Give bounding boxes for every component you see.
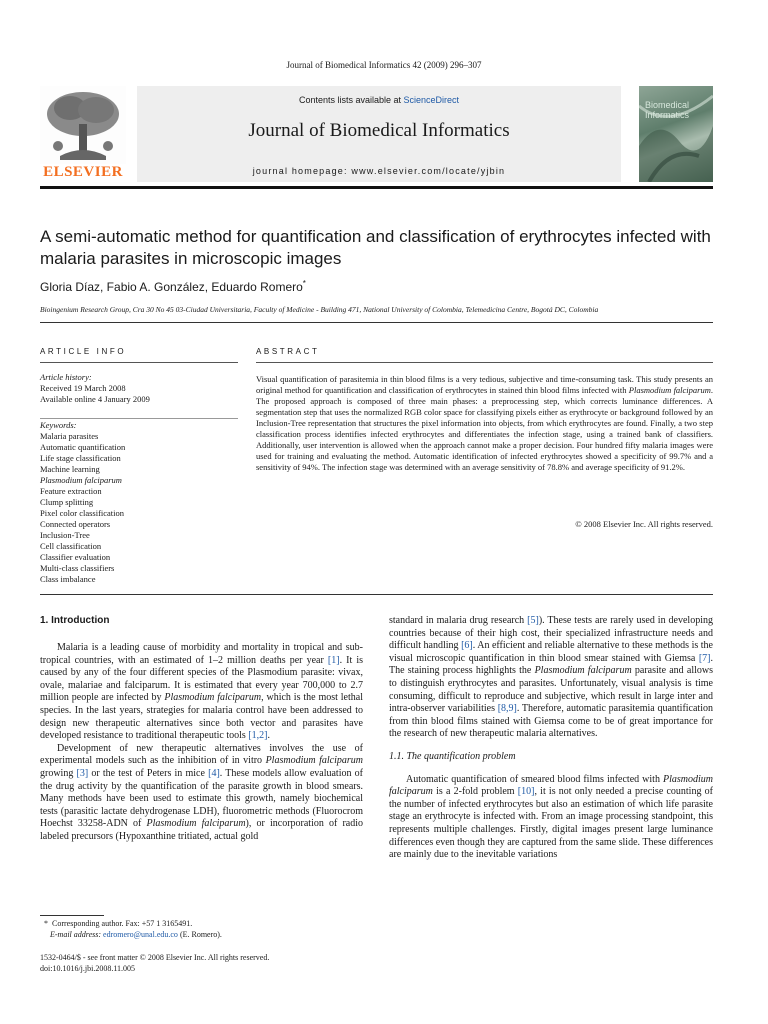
abstract-rule [256,362,713,363]
section-heading: 1. Introduction [40,615,110,626]
publisher-name: ELSEVIER [43,164,123,180]
article-history [40,372,238,405]
abstract-text [256,374,713,473]
contents-line [137,95,621,105]
received-date: Received 19 March 2008 [40,383,126,393]
keywords-list [40,420,238,585]
keyword-item: Feature extraction [40,486,102,496]
footnote-line: * Corresponding author. Fax: +57 1 3165491. [44,919,193,928]
paragraph: Malaria is a leading cause of morbidity and mortality in tropical and sub-tropical countries, with an estimated of 1–2 million deaths per year [1]. It is caused by any of the four different species of the Plasmodium parasite: vivax, ovale, malariae and falciparum. It is estimated that every year 700,000 to 2.7 million people are infected by Plasmodium falciparum, which is the most lethal species. In the last years, strategies for malaria control have been addressed to design new therapeutic alternatives since both vector and parasites have developed resistance to traditional therapeutic tools [1,2]. [40,642,364,742]
title-rule [40,322,713,323]
keywords-label: Keywords: [40,420,77,430]
keywords-rule [40,418,238,419]
citation-link[interactable]: [4] [208,767,220,779]
citation-link[interactable]: [1,2] [248,730,268,742]
article-title: A semi-automatic method for quantification and classification of erythrocytes infected with malaria parasites in microscopic images [40,227,711,268]
journal-homepage[interactable]: journal homepage: www.elsevier.com/locate/yjbin [252,166,506,176]
journal-title: Journal of Biomedical Informatics [248,120,510,141]
authors-text: Gloria Díaz, Fabio A. González, Eduardo Romero [40,280,303,294]
keyword-item: Connected operators [40,519,111,529]
citation-link[interactable]: [6] [461,640,473,652]
abstract-heading: ABSTRACT [256,347,320,356]
contents-prefix: Contents lists available at [298,95,404,105]
journal-reference: Journal of Biomedical Informatics 42 (2009) 296–307 [286,60,482,70]
journal-cover-thumbnail [639,86,713,182]
abstract-part-1: Visual quantification of parasitemia in thin blood films is a very tedious, subjective and time-consuming task. This study presents an original method for quantification and classification of erythrocytes in stained thin blood films infected with [256,374,713,395]
keyword-item: Inclusion-Tree [40,530,90,540]
subsection-heading: 1.1. The quantification problem [389,750,516,762]
keyword-item: Class imbalance [40,574,96,584]
copyright: © 2008 Elsevier Inc. All rights reserved. [575,519,713,529]
article-info-rule [40,362,238,363]
keyword-item: Classifier evaluation [40,552,111,562]
author-list [40,279,713,294]
keyword-item: Cell classification [40,541,102,551]
history-label: Article history: [40,372,92,382]
sciencedirect-link[interactable]: ScienceDirect [403,95,460,105]
citation-link[interactable]: [1] [327,654,340,666]
keyword-item: Multi-class classifiers [40,563,115,573]
available-date: Available online 4 January 2009 [40,394,150,404]
affiliation: Bioingenium Research Group, Cra 30 No 45 03-Ciudad Universitaria, Faculty of Medicine - Building 471, National University of Colombia, Telemedicina Centre, Bogotá DC, Colombia [40,305,599,314]
citation-link[interactable]: [3] [76,767,89,779]
paragraph: Automatic quantification of smeared blood films infected with Plasmodium falciparum is a 2-fold problem [10], it is not only needed a precise counting of the number of infected erythrocytes but also an estimation of which life parasite stage an erythrocyte is infected with. From an image processing standpoint, this represents multiple challenges. Firstly, digital images present large luminance differences even though they are captured from the same slide. These differences are mainly due to the inevitable variations [389,773,713,861]
header-rule [40,186,713,189]
keyword-item: Life stage classification [40,453,121,463]
article-info-heading: ARTICLE INFO [40,347,127,356]
paragraph: Development of new therapeutic alternatives involves the use of experimental models such as the inhibition of in vitro Plasmodium falciparum growing [3] or the test of Peters in mice [4]. These models allow evaluation of the drug activity by the quantification of the parasite growth in blood smears. Many methods have been used to estimate this growth, namely biochemical tests (parasitic lactate dehydrogenase LDH), fluorometric methods (Fluorocrom Hoechst 33258-ADN of Plasmodium falciparum), or incorporation of radio labeled precursors (Hypoxanthine tritiated, actual gold [40,742,364,842]
citation-link[interactable]: [8,9] [497,703,517,715]
body-column-left [40,642,363,844]
keyword-item: Machine learning [40,464,100,474]
keyword-item: Plasmodium falciparum [40,475,122,485]
keyword-item: Malaria parasites [40,431,99,441]
corresponding-mark[interactable]: * [302,279,306,288]
footnote-rule [40,915,104,916]
keyword-item: Automatic quantification [40,442,126,452]
issn-block [40,952,363,974]
abstract-species: Plasmodium falciparum [628,385,711,395]
tree-icon [40,86,126,164]
body-column-right [389,615,713,862]
doi-line[interactable]: doi:10.1016/j.jbi.2008.11.005 [40,964,136,973]
email-link[interactable]: edromero@unal.edu.co [103,930,178,939]
footnote-email-line: E-mail address: edromero@unal.edu.co (E. Romero). [50,930,222,939]
citation-link[interactable]: [5] [527,615,539,626]
keyword-item: Pixel color classification [40,508,125,518]
footnote [40,918,363,940]
keyword-item: Clump splitting [40,497,94,507]
abstract-part-2: . The proposed approach is composed of three main phases: a preprocessing step, which corrects luminance differences. A segmentation step that uses the normalized RGB color space for classifying pixels either as erythrocyte or background followed by an Inclusion-Tree representation that structures the pixel information into objects, from which erythrocytes are found. Finally, a two step classification process identifies infected erythrocytes and differentiates the infection stage, using a trained bank of classifiers. Additionally, user intervention is allowed when the approach cannot make a proper decision. Four hundred fifty malaria images were used for training and evaluating the method. Automatic identification of infected erythrocytes showed a specificity of 99.7% and a sensitivity of 94%. The infection stage was determined with an average sensitivity of 78.8% and average specificity of 91.2%. [256,385,713,472]
citation-link[interactable]: [10] [517,786,535,798]
issn-line: 1532-0464/$ - see front matter © 2008 Elsevier Inc. All rights reserved. [40,953,270,962]
paragraph: standard in malaria drug research [5]). These tests are rarely used in developing countries because of their high cost, their specialized infrastructure needs and difficult handling [6]. An efficient and reliable alternative to these methods is the visual microscopic quantification in thin blood smear stained with Giemsa [7]. The staining process highlights the Plasmodium falciparum parasite and allows to distinguish erythrocytes and parasites. Unfortunately, visual analysis is time consuming, difficult to reproduce and subjective, which result in large inter and intra-observer variabilities [8,9]. Therefore, automatic parasitemia quantification from thin blood films stained with Giemsa come to be of great importance for the research of new therapeutic malaria alternatives. [389,615,714,740]
citation-link[interactable]: [7] [698,652,711,664]
abstract-bottom-rule [40,594,713,595]
cover-title: Biomedical Informatics [645,100,690,120]
